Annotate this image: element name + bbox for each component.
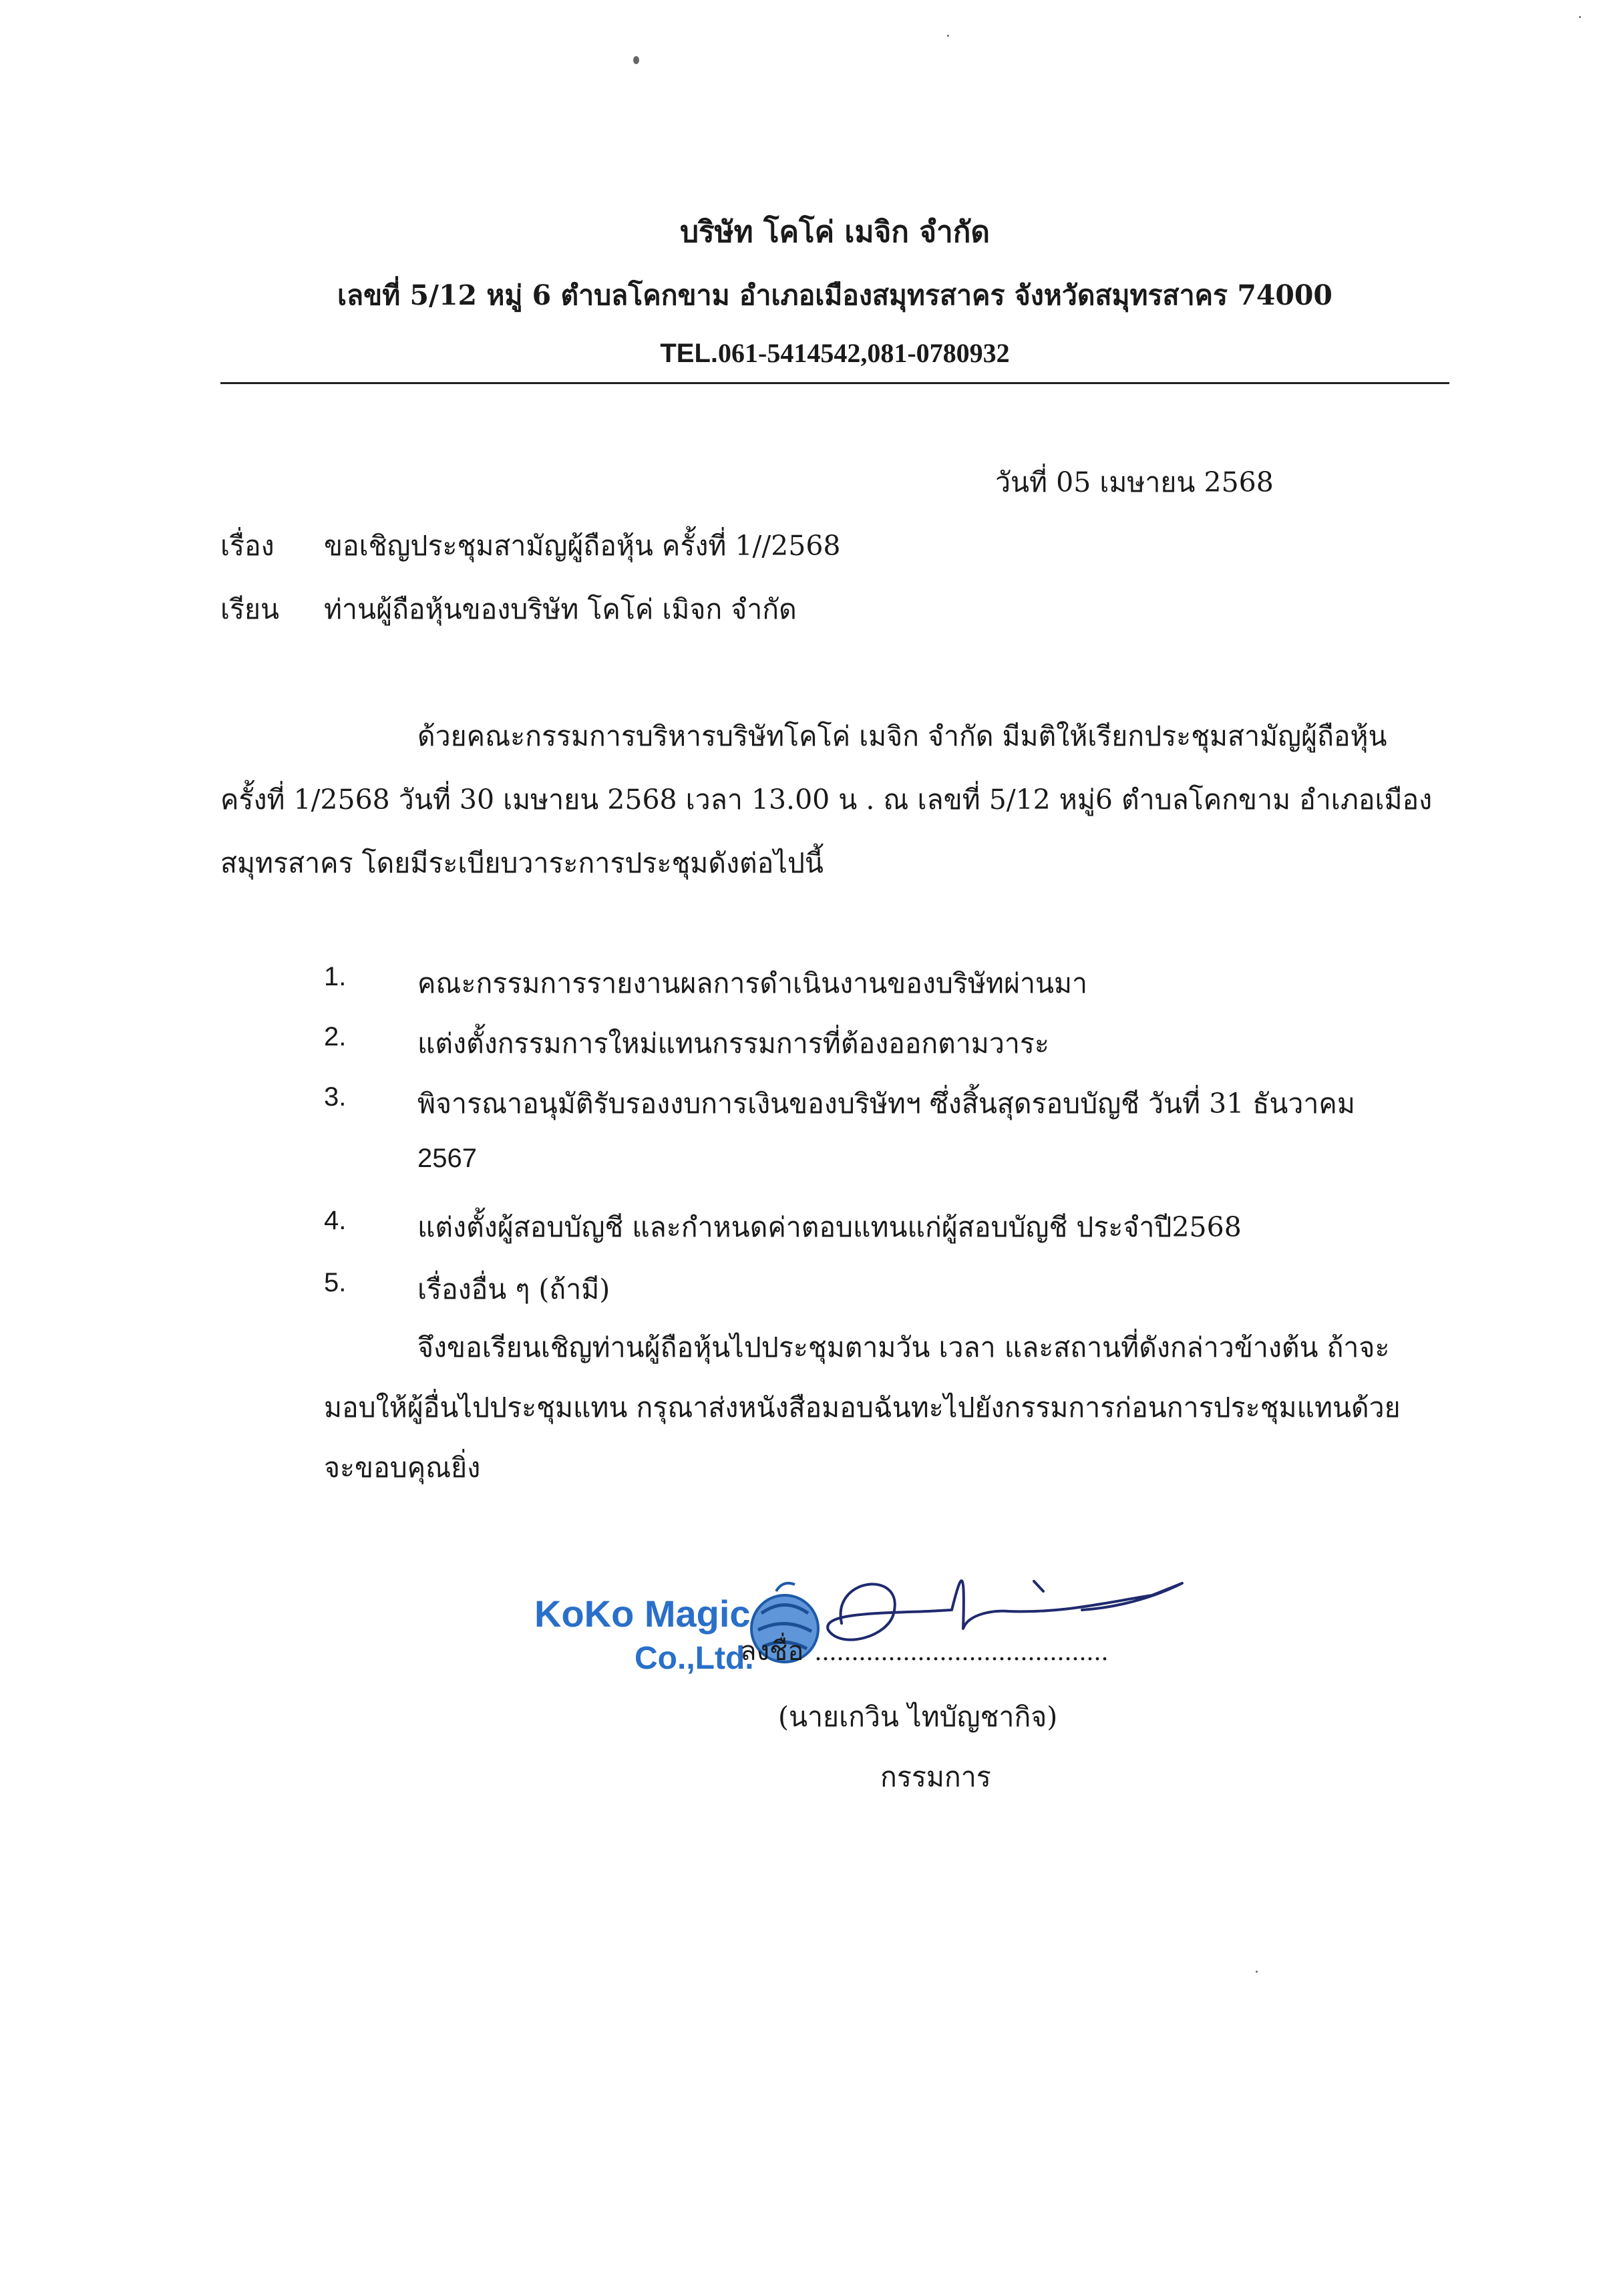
- intro-line: ครั้งที่ 1/2568 วันที่ 30 เมษายน 2568 เวลา 13.00 น . ณ เลขที่ 5/12 หมู่6 ตำบลโคกขาม อำเภอเมือง: [220, 784, 1433, 816]
- company-telephone: [0, 337, 1609, 369]
- signer-position: กรรมการ: [880, 1761, 991, 1793]
- subject-text: ขอเชิญประชุมสามัญผู้ถือหุ้น ครั้งที่ 1//2568: [324, 530, 841, 562]
- agenda-item: แต่งตั้งผู้สอบบัญชี และกำหนดค่าตอบแทนแก่ผู้สอบบัญชี ประจำปี2568: [417, 1211, 1242, 1243]
- signature-scribble: [828, 1581, 1182, 1639]
- intro-line: สมุทรสาคร โดยมีระเบียบวาระการประชุมดังต่อไปนี้: [220, 847, 824, 879]
- recipient-text: ท่านผู้ถือหุ้นของบริษัท โคโค่ เมิจก จำกัด: [324, 593, 797, 625]
- signature-dotted-line: ........................................: [815, 1636, 1109, 1666]
- agenda-item: เรื่องอื่น ๆ (ถ้ามี): [417, 1273, 610, 1305]
- closing-line: มอบให้ผู้อื่นไปประชุมแทน กรุณาส่งหนังสือมอบฉันทะไปยังกรรมการก่อนการประชุมแทนด้วย: [324, 1391, 1401, 1424]
- signature-dot: [1034, 1581, 1043, 1591]
- agenda-number: 3.: [324, 1082, 347, 1112]
- scan-speck: [947, 35, 949, 37]
- tel-numbers: 061-5414542,081-0780932: [718, 338, 1010, 368]
- subject-label: เรื่อง: [220, 530, 275, 562]
- agenda-item: คณะกรรมการรายงานผลการดำเนินงานของบริษัทผ่านมา: [417, 967, 1088, 999]
- closing-line: จึงขอเรียนเชิญท่านผู้ถือหุ้นไปประชุมตามวัน เวลา และสถานที่ดังกล่าวข้างต้น ถ้าจะ: [417, 1331, 1390, 1363]
- sign-label: ลงชื่อ: [740, 1636, 804, 1667]
- tel-prefix: TEL.: [660, 339, 719, 368]
- recipient-label: เรียน: [220, 593, 280, 625]
- agenda-number: 2.: [324, 1022, 347, 1051]
- intro-line: ด้วยคณะกรรมการบริหารบริษัทโคโค่ เมจิก จำกัด มีมติให้เรียกประชุมสามัญผู้ถือหุ้น: [417, 720, 1387, 752]
- company-address: เลขที่ 5/12 หมู่ 6 ตำบลโคกขาม อำเภอเมืองสมุทรสาคร จังหวัดสมุทรสาคร 74000: [337, 279, 1332, 311]
- header-divider: [220, 382, 1449, 384]
- scan-speck: [633, 56, 639, 64]
- closing-line: จะขอบคุณยิ่ง: [324, 1452, 481, 1484]
- agenda-item: แต่งตั้งกรรมการใหม่แทนกรรมการที่ต้องออกตามวาระ: [417, 1027, 1049, 1059]
- stamp-company-name: KoKo Magic: [534, 1593, 751, 1635]
- letter-date: วันที่ 05 เมษายน 2568: [995, 466, 1274, 498]
- agenda-number: 1.: [324, 962, 347, 991]
- signer-name: (นายเกวิน ไทบัญชากิจ): [778, 1701, 1058, 1733]
- scan-speck: [1256, 1971, 1258, 1973]
- scan-speck: [1579, 16, 1581, 18]
- agenda-number: 5.: [324, 1268, 347, 1297]
- agenda-item: พิจารณาอนุมัติรับรองงบการเงินของบริษัทฯ ซึ่งสิ้นสุดรอบบัญชี วันที่ 31 ธันวาคม: [417, 1088, 1355, 1120]
- agenda-item-continuation: 2567: [417, 1144, 477, 1173]
- agenda-number: 4.: [324, 1206, 347, 1235]
- stamp-company-suffix: Co.,Ltd.: [635, 1641, 754, 1676]
- company-name: บริษัท โคโค่ เมจิก จำกัด: [680, 215, 990, 249]
